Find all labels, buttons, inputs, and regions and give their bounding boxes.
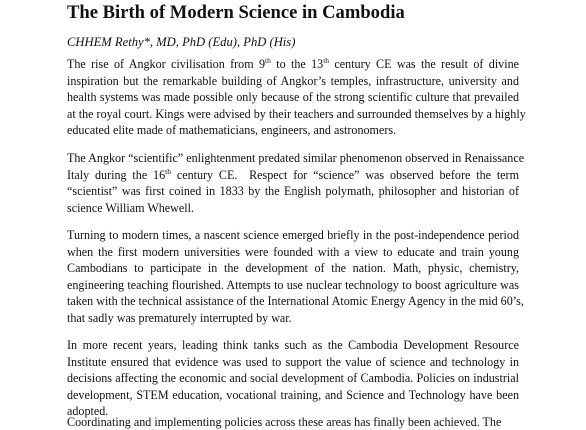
paragraph-5 — [67, 414, 519, 430]
text-line — [67, 260, 519, 277]
text-segment: Coordinating and implementing policies across these areas has finally been achieved. The — [67, 415, 502, 429]
author-byline: CHHEM Rethy*, MD, PhD (Edu), PhD (His) — [67, 35, 296, 49]
text-line — [67, 122, 519, 139]
text-segment: that sadly was prematurely interrupted by war. — [67, 310, 292, 325]
paragraph-2 — [67, 150, 525, 216]
superscript: th — [323, 55, 330, 65]
text-segment: decisions affecting the economic and social development of Cambodia. Policies on industrial — [67, 371, 519, 386]
text-line — [67, 310, 519, 327]
text-segment: The rise of Angkor civilisation from 9 — [67, 57, 266, 71]
article-title: The Birth of Modern Science in Cambodia — [67, 2, 405, 23]
text-segment: health systems was made possible only because of the strong scientific culture that prevailed — [67, 90, 519, 105]
text-line — [67, 414, 519, 430]
text-segment: century CE. Respect for “science” was observed before the term — [170, 167, 519, 182]
text-line — [67, 89, 519, 106]
paragraph-1 — [67, 55, 526, 139]
text-line — [67, 337, 519, 354]
text-segment: at the royal court. Kings were advised by their teachers and surrounded themselves by a highly — [67, 106, 526, 121]
text-line — [67, 183, 519, 200]
text-line — [67, 227, 519, 244]
text-segment: “scientist” was first coined in 1833 by the English polymath, philosopher and historian of — [67, 184, 519, 199]
text-segment: science William Whewell. — [67, 200, 195, 215]
superscript: th — [265, 55, 271, 65]
text-line — [67, 293, 524, 310]
text-line — [67, 106, 526, 123]
paragraph-4 — [67, 337, 519, 420]
text-segment: taken with the technical assistance of the International Atomic Energy Agency in the mid 60’s, — [67, 294, 524, 309]
text-segment: to the 13 — [270, 57, 324, 71]
text-line — [67, 387, 519, 404]
text-segment: when the first modern universities were founded with a view to educate and train young — [67, 244, 519, 259]
text-segment: Institute ensured that evidence was used to support the value of science and technology in — [67, 354, 519, 369]
text-segment: Italy during the 16 — [67, 167, 166, 182]
text-line — [67, 56, 519, 73]
text-line — [67, 167, 519, 184]
text-line — [67, 277, 519, 294]
text-segment: century CE was the result of divine — [329, 57, 519, 71]
text-segment: development, STEM education, vocational training, and Science and Technology have been — [67, 387, 519, 402]
superscript: th — [165, 166, 171, 176]
text-segment: The Angkor “scientific” enlightenment predated similar phenomenon observed in Renaissance — [67, 151, 525, 165]
text-line — [67, 370, 519, 387]
text-segment: In more recent years, leading think tanks such as the Cambodia Development Resource — [67, 338, 519, 352]
text-segment: adopted. — [67, 404, 109, 419]
text-line — [67, 200, 519, 217]
text-line — [67, 354, 519, 371]
text-segment: Turning to modern times, a nascent science emerged briefly in the post-independence period — [67, 228, 519, 242]
text-line — [67, 73, 519, 90]
text-segment: Cambodians to participate in the development of the nation. Math, physic, chemistry, — [67, 261, 519, 276]
text-segment: inspiration but the remarkable building of Angkor’s temples, infrastructure, university and — [67, 73, 519, 88]
text-line — [67, 244, 519, 261]
text-segment: educated elite made of mathematicians, engineers, and astronomers. — [67, 123, 397, 138]
text-line — [67, 150, 525, 167]
text-segment: engineering teaching flourished. Attempts to use nuclear technology to boost agriculture was — [67, 277, 519, 292]
paragraph-3 — [67, 227, 524, 327]
